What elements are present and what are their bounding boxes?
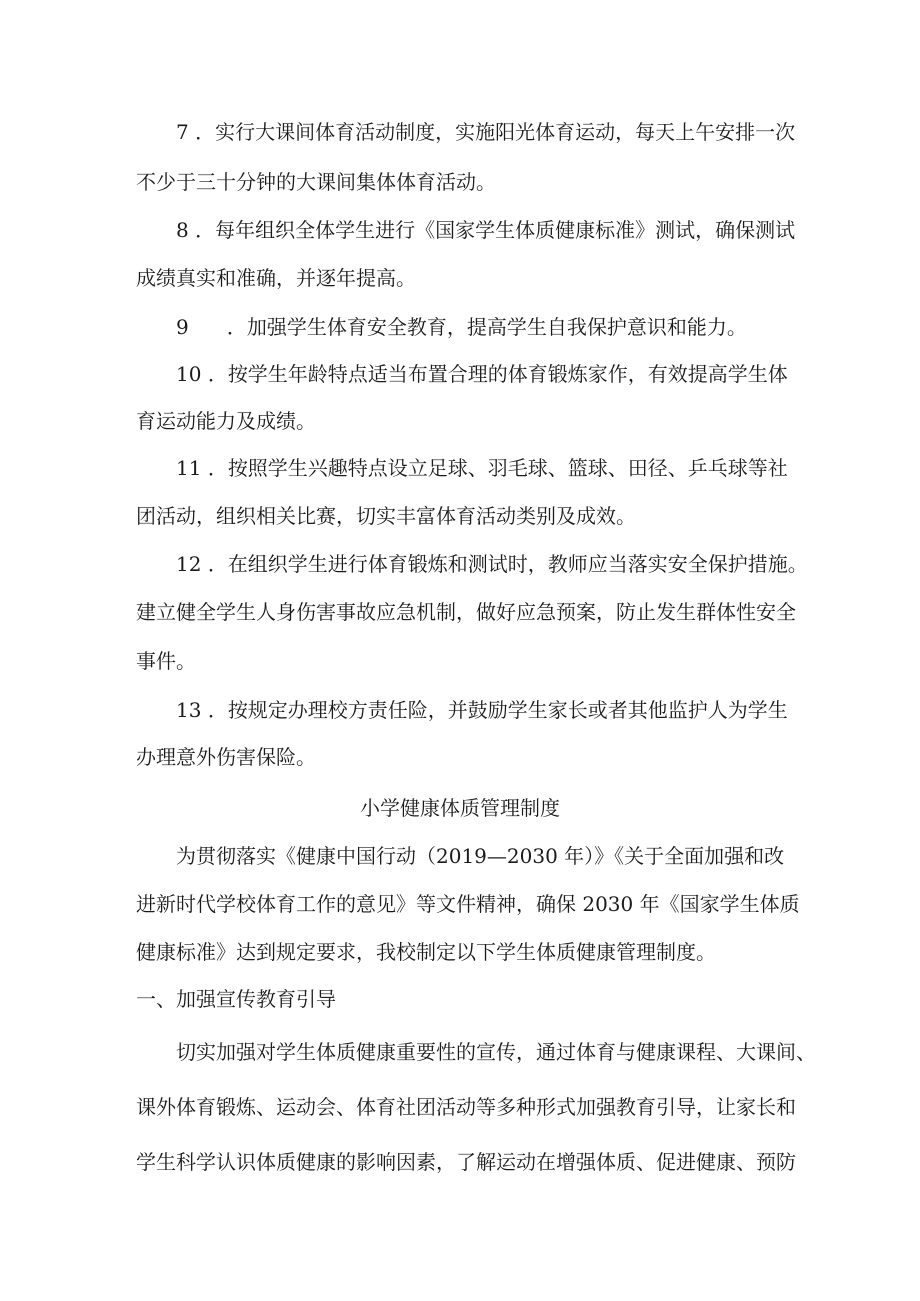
- item-8-line-1: [176, 218, 795, 242]
- item-12-line-1: [176, 552, 808, 576]
- item-number: 11: [176, 456, 202, 480]
- item-10-line-2: 育运动能力及成绩。: [136, 409, 316, 433]
- item-12-line-3: 事件。: [136, 649, 196, 673]
- item-text: 实行大课间体育活动制度，实施阳光体育运动，每天上午安排一次: [215, 120, 796, 144]
- item-number: 12: [176, 552, 202, 576]
- item-9-line-1: [176, 315, 747, 339]
- item-separator: ．: [207, 362, 228, 386]
- intro-line-3: 健康标准》达到规定要求，我校制定以下学生体质健康管理制度。: [136, 940, 716, 964]
- item-number: 10: [176, 362, 202, 386]
- item-text: 按规定办理校方责任险，并鼓励学生家长或者其他监护人为学生: [227, 698, 788, 722]
- section-title: 小学健康体质管理制度: [360, 796, 560, 820]
- item-separator: ．: [226, 315, 247, 339]
- item-number: 9: [176, 315, 189, 339]
- item-separator: ．: [207, 698, 228, 722]
- para-1-line-2: 课外体育锻炼、运动会、体育社团活动等多种形式加强教育引导，让家长和: [136, 1095, 796, 1119]
- item-10-line-1: [176, 362, 788, 386]
- item-separator: ．: [195, 218, 216, 242]
- item-number: 8: [176, 218, 189, 242]
- item-separator: ．: [207, 552, 228, 576]
- para-1-line-1: 切实加强对学生体质健康重要性的宣传，通过体育与健康课程、大课间、: [176, 1040, 816, 1064]
- item-13-line-1: [176, 698, 788, 722]
- item-separator: ．: [195, 120, 216, 144]
- heading-1: 一、加强宣传教育引导: [136, 987, 336, 1011]
- item-11-line-1: [176, 456, 788, 480]
- para-1-line-3: 学生科学认识体质健康的影响因素，了解运动在增强体质、促进健康、预防: [136, 1150, 796, 1174]
- item-text: 在组织学生进行体育锻炼和测试时，教师应当落实安全保护措施。: [227, 552, 808, 576]
- item-number: 13: [176, 698, 202, 722]
- item-number: 7: [176, 120, 189, 144]
- item-13-line-2: 办理意外伤害保险。: [136, 745, 316, 769]
- item-text: 按学生年龄特点适当布置合理的体育锻炼家作，有效提高学生体: [227, 362, 788, 386]
- item-12-line-2: 建立健全学生人身伤害事故应急机制，做好应急预案，防止发生群体性安全: [136, 600, 796, 624]
- item-text: 按照学生兴趣特点设立足球、羽毛球、篮球、田径、乒乓球等社: [227, 456, 788, 480]
- item-text: 加强学生体育安全教育，提高学生自我保护意识和能力。: [246, 315, 747, 339]
- item-separator: ．: [207, 456, 228, 480]
- item-11-line-2: 团活动，组织相关比赛，切实丰富体育活动类别及成效。: [136, 504, 636, 528]
- item-7-line-2: 不少于三十分钟的大课间集体体育活动。: [136, 170, 496, 194]
- intro-line-2: 进新时代学校体育工作的意见》等文件精神，确保 2030 年《国家学生体质: [136, 892, 800, 916]
- item-8-line-2: 成绩真实和准确，并逐年提高。: [136, 266, 416, 290]
- item-text: 每年组织全体学生进行《国家学生体质健康标准》测试，确保测试: [215, 218, 796, 242]
- item-7-line-1: [176, 120, 795, 144]
- intro-line-1: 为贯彻落实《健康中国行动（2019—2030 年）》《关于全面加强和改: [176, 844, 785, 868]
